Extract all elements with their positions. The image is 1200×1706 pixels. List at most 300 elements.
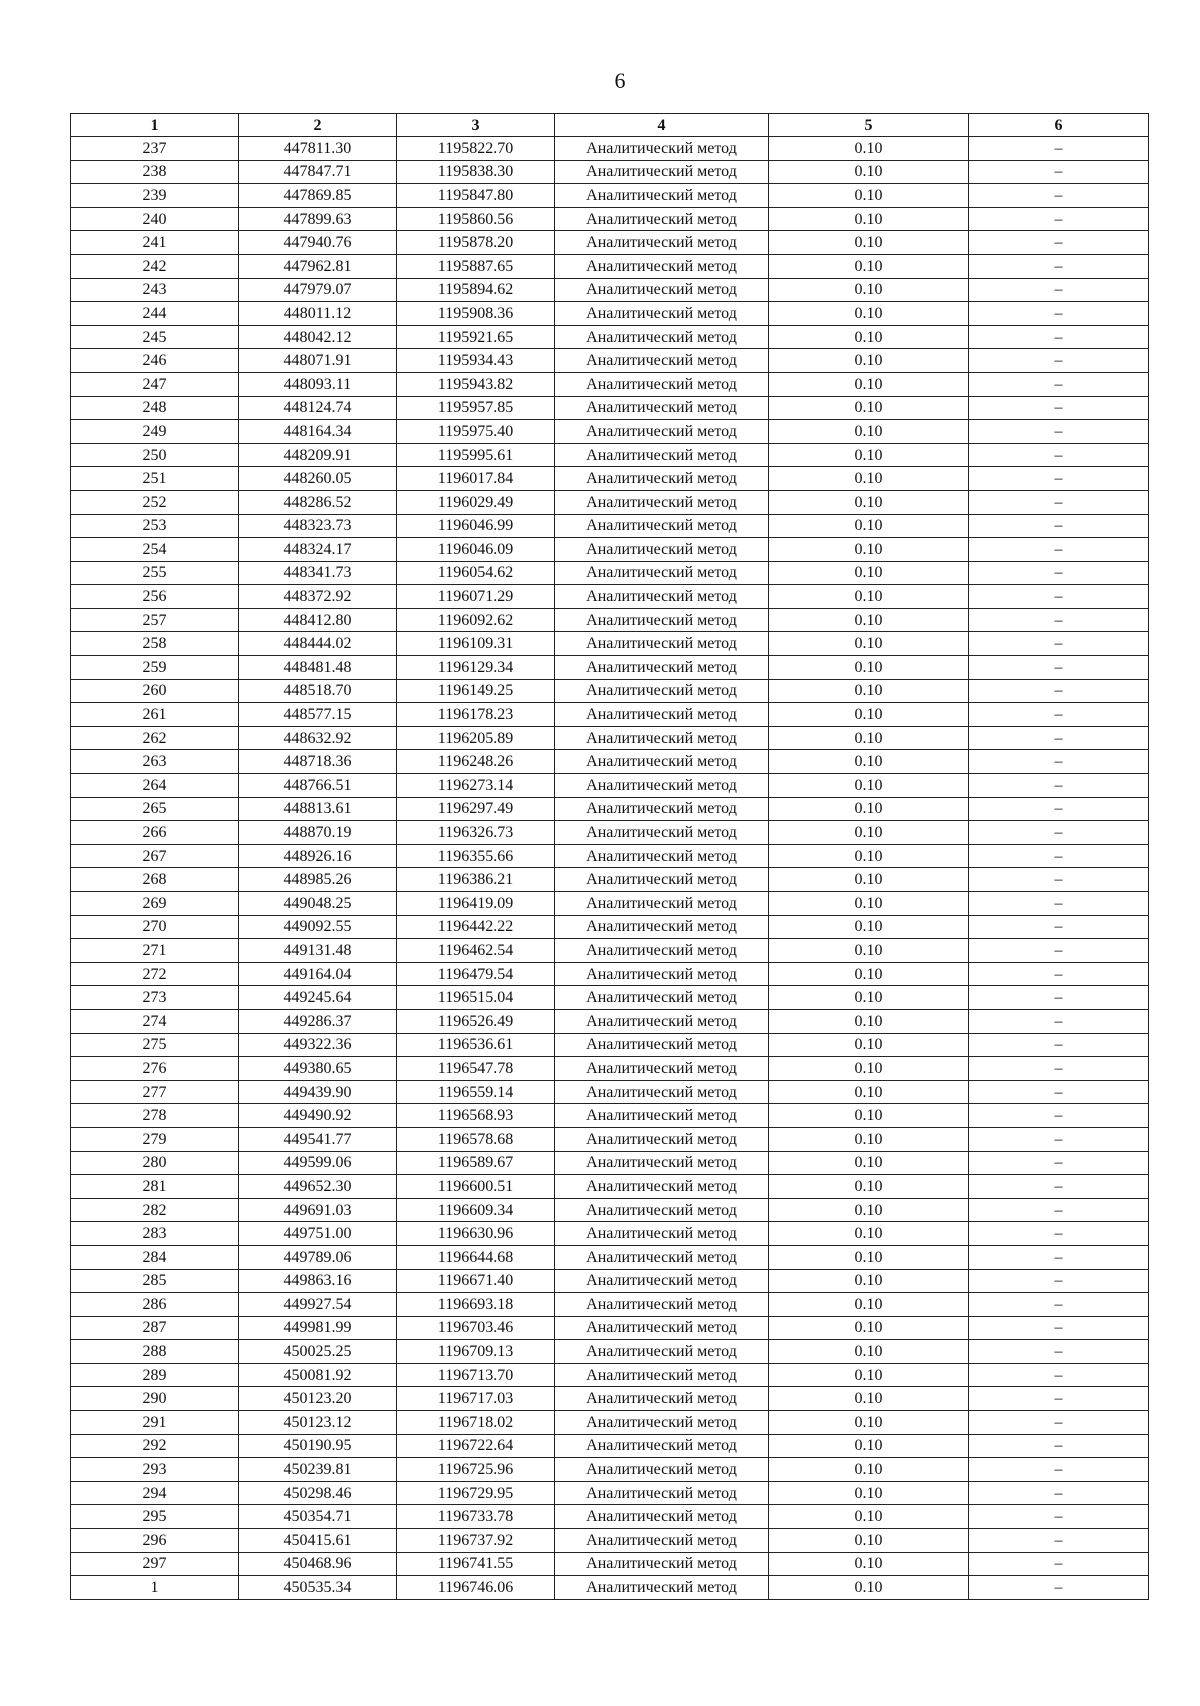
accuracy-cell: 0.10 — [769, 844, 969, 868]
x-coordinate-cell: 449691.03 — [239, 1198, 397, 1222]
x-coordinate-cell: 448926.16 — [239, 844, 397, 868]
description-cell: – — [969, 1411, 1149, 1435]
table-row — [71, 396, 1149, 420]
x-coordinate-cell: 448124.74 — [239, 396, 397, 420]
table-row — [71, 1033, 1149, 1057]
x-coordinate-cell: 450239.81 — [239, 1458, 397, 1482]
x-coordinate-cell: 449751.00 — [239, 1222, 397, 1246]
table-row — [71, 1151, 1149, 1175]
description-cell: – — [969, 915, 1149, 939]
y-coordinate-cell: 1196568.93 — [397, 1104, 555, 1128]
method-cell: Аналитический метод — [555, 585, 769, 609]
description-cell: – — [969, 1151, 1149, 1175]
point-number-cell: 261 — [71, 703, 239, 727]
table-row — [71, 915, 1149, 939]
x-coordinate-cell: 449439.90 — [239, 1080, 397, 1104]
x-coordinate-cell: 449048.25 — [239, 892, 397, 916]
y-coordinate-cell: 1196515.04 — [397, 986, 555, 1010]
accuracy-cell: 0.10 — [769, 585, 969, 609]
method-cell: Аналитический метод — [555, 396, 769, 420]
description-cell: – — [969, 1316, 1149, 1340]
accuracy-cell: 0.10 — [769, 1151, 969, 1175]
x-coordinate-cell: 449927.54 — [239, 1293, 397, 1317]
x-coordinate-cell: 448042.12 — [239, 325, 397, 349]
method-cell: Аналитический метод — [555, 632, 769, 656]
x-coordinate-cell: 450123.12 — [239, 1411, 397, 1435]
table-row — [71, 1009, 1149, 1033]
x-coordinate-cell: 448093.11 — [239, 372, 397, 396]
x-coordinate-cell: 447811.30 — [239, 137, 397, 161]
coordinates-table — [70, 113, 1149, 1600]
x-coordinate-cell: 447940.76 — [239, 231, 397, 255]
table-row — [71, 1481, 1149, 1505]
point-number-cell: 267 — [71, 844, 239, 868]
description-cell: – — [969, 1363, 1149, 1387]
table-row — [71, 1175, 1149, 1199]
description-cell: – — [969, 490, 1149, 514]
point-number-cell: 287 — [71, 1316, 239, 1340]
accuracy-cell: 0.10 — [769, 160, 969, 184]
point-number-cell: 291 — [71, 1411, 239, 1435]
table-row — [71, 1411, 1149, 1435]
accuracy-cell: 0.10 — [769, 1104, 969, 1128]
column-header: 1 — [71, 114, 239, 137]
y-coordinate-cell: 1196737.92 — [397, 1529, 555, 1553]
x-coordinate-cell: 448518.70 — [239, 679, 397, 703]
point-number-cell: 253 — [71, 514, 239, 538]
y-coordinate-cell: 1196442.22 — [397, 915, 555, 939]
y-coordinate-cell: 1196547.78 — [397, 1057, 555, 1081]
point-number-cell: 293 — [71, 1458, 239, 1482]
accuracy-cell: 0.10 — [769, 679, 969, 703]
description-cell: – — [969, 939, 1149, 963]
x-coordinate-cell: 449789.06 — [239, 1245, 397, 1269]
method-cell: Аналитический метод — [555, 302, 769, 326]
description-cell: – — [969, 821, 1149, 845]
table-row — [71, 160, 1149, 184]
y-coordinate-cell: 1196630.96 — [397, 1222, 555, 1246]
x-coordinate-cell: 449380.65 — [239, 1057, 397, 1081]
table-row — [71, 986, 1149, 1010]
description-cell: – — [969, 585, 1149, 609]
method-cell: Аналитический метод — [555, 679, 769, 703]
y-coordinate-cell: 1196713.70 — [397, 1363, 555, 1387]
description-cell: – — [969, 1033, 1149, 1057]
y-coordinate-cell: 1196326.73 — [397, 821, 555, 845]
method-cell: Аналитический метод — [555, 1458, 769, 1482]
table-row — [71, 608, 1149, 632]
point-number-cell: 243 — [71, 278, 239, 302]
accuracy-cell: 0.10 — [769, 1552, 969, 1576]
x-coordinate-cell: 448870.19 — [239, 821, 397, 845]
table-row — [71, 679, 1149, 703]
x-coordinate-cell: 448444.02 — [239, 632, 397, 656]
description-cell: – — [969, 703, 1149, 727]
method-cell: Аналитический метод — [555, 1198, 769, 1222]
description-cell: – — [969, 1340, 1149, 1364]
x-coordinate-cell: 448412.80 — [239, 608, 397, 632]
method-cell: Аналитический метод — [555, 467, 769, 491]
x-coordinate-cell: 450298.46 — [239, 1481, 397, 1505]
description-cell: – — [969, 302, 1149, 326]
x-coordinate-cell: 448718.36 — [239, 750, 397, 774]
accuracy-cell: 0.10 — [769, 962, 969, 986]
point-number-cell: 294 — [71, 1481, 239, 1505]
point-number-cell: 241 — [71, 231, 239, 255]
point-number-cell: 295 — [71, 1505, 239, 1529]
table-row — [71, 1387, 1149, 1411]
x-coordinate-cell: 447899.63 — [239, 207, 397, 231]
point-number-cell: 273 — [71, 986, 239, 1010]
accuracy-cell: 0.10 — [769, 632, 969, 656]
description-cell: – — [969, 726, 1149, 750]
description-cell: – — [969, 1576, 1149, 1600]
accuracy-cell: 0.10 — [769, 726, 969, 750]
description-cell: – — [969, 420, 1149, 444]
table-row — [71, 137, 1149, 161]
point-number-cell: 274 — [71, 1009, 239, 1033]
description-cell: – — [969, 608, 1149, 632]
point-number-cell: 259 — [71, 656, 239, 680]
y-coordinate-cell: 1196526.49 — [397, 1009, 555, 1033]
y-coordinate-cell: 1196729.95 — [397, 1481, 555, 1505]
table-row — [71, 726, 1149, 750]
y-coordinate-cell: 1196725.96 — [397, 1458, 555, 1482]
method-cell: Аналитический метод — [555, 797, 769, 821]
method-cell: Аналитический метод — [555, 1080, 769, 1104]
accuracy-cell: 0.10 — [769, 490, 969, 514]
point-number-cell: 251 — [71, 467, 239, 491]
table-row — [71, 1222, 1149, 1246]
description-cell: – — [969, 1269, 1149, 1293]
description-cell: – — [969, 467, 1149, 491]
accuracy-cell: 0.10 — [769, 538, 969, 562]
y-coordinate-cell: 1196644.68 — [397, 1245, 555, 1269]
table-row — [71, 561, 1149, 585]
description-cell: – — [969, 1057, 1149, 1081]
point-number-cell: 242 — [71, 254, 239, 278]
y-coordinate-cell: 1196071.29 — [397, 585, 555, 609]
description-cell: – — [969, 986, 1149, 1010]
method-cell: Аналитический метод — [555, 1269, 769, 1293]
table-row — [71, 844, 1149, 868]
table-row — [71, 1057, 1149, 1081]
description-cell: – — [969, 962, 1149, 986]
method-cell: Аналитический метод — [555, 538, 769, 562]
accuracy-cell: 0.10 — [769, 1458, 969, 1482]
method-cell: Аналитический метод — [555, 986, 769, 1010]
description-cell: – — [969, 1293, 1149, 1317]
point-number-cell: 252 — [71, 490, 239, 514]
accuracy-cell: 0.10 — [769, 868, 969, 892]
table-row — [71, 420, 1149, 444]
accuracy-cell: 0.10 — [769, 986, 969, 1010]
column-header: 5 — [769, 114, 969, 137]
accuracy-cell: 0.10 — [769, 656, 969, 680]
method-cell: Аналитический метод — [555, 1505, 769, 1529]
y-coordinate-cell: 1196717.03 — [397, 1387, 555, 1411]
y-coordinate-cell: 1196297.49 — [397, 797, 555, 821]
description-cell: – — [969, 443, 1149, 467]
x-coordinate-cell: 448209.91 — [239, 443, 397, 467]
accuracy-cell: 0.10 — [769, 1033, 969, 1057]
y-coordinate-cell: 1196559.14 — [397, 1080, 555, 1104]
accuracy-cell: 0.10 — [769, 420, 969, 444]
method-cell: Аналитический метод — [555, 514, 769, 538]
description-cell: – — [969, 1104, 1149, 1128]
method-cell: Аналитический метод — [555, 1245, 769, 1269]
description-cell: – — [969, 1458, 1149, 1482]
y-coordinate-cell: 1195957.85 — [397, 396, 555, 420]
method-cell: Аналитический метод — [555, 254, 769, 278]
point-number-cell: 257 — [71, 608, 239, 632]
table-row — [71, 962, 1149, 986]
y-coordinate-cell: 1196046.99 — [397, 514, 555, 538]
description-cell: – — [969, 561, 1149, 585]
method-cell: Аналитический метод — [555, 1057, 769, 1081]
table-row — [71, 490, 1149, 514]
point-number-cell: 262 — [71, 726, 239, 750]
point-number-cell: 266 — [71, 821, 239, 845]
accuracy-cell: 0.10 — [769, 821, 969, 845]
description-cell: – — [969, 1198, 1149, 1222]
method-cell: Аналитический метод — [555, 844, 769, 868]
method-cell: Аналитический метод — [555, 1576, 769, 1600]
x-coordinate-cell: 449322.36 — [239, 1033, 397, 1057]
description-cell: – — [969, 184, 1149, 208]
point-number-cell: 297 — [71, 1552, 239, 1576]
x-coordinate-cell: 450123.20 — [239, 1387, 397, 1411]
y-coordinate-cell: 1196536.61 — [397, 1033, 555, 1057]
column-header: 4 — [555, 114, 769, 137]
description-cell: – — [969, 514, 1149, 538]
method-cell: Аналитический метод — [555, 750, 769, 774]
x-coordinate-cell: 448577.15 — [239, 703, 397, 727]
method-cell: Аналитический метод — [555, 1552, 769, 1576]
point-number-cell: 290 — [71, 1387, 239, 1411]
y-coordinate-cell: 1196419.09 — [397, 892, 555, 916]
point-number-cell: 272 — [71, 962, 239, 986]
description-cell: – — [969, 254, 1149, 278]
table-row — [71, 325, 1149, 349]
table-row — [71, 1458, 1149, 1482]
point-number-cell: 292 — [71, 1434, 239, 1458]
accuracy-cell: 0.10 — [769, 1505, 969, 1529]
method-cell: Аналитический метод — [555, 1481, 769, 1505]
accuracy-cell: 0.10 — [769, 1340, 969, 1364]
x-coordinate-cell: 448372.92 — [239, 585, 397, 609]
point-number-cell: 264 — [71, 774, 239, 798]
point-number-cell: 250 — [71, 443, 239, 467]
x-coordinate-cell: 448164.34 — [239, 420, 397, 444]
description-cell: – — [969, 632, 1149, 656]
table-row — [71, 1576, 1149, 1600]
y-coordinate-cell: 1195887.65 — [397, 254, 555, 278]
y-coordinate-cell: 1195838.30 — [397, 160, 555, 184]
method-cell: Аналитический метод — [555, 939, 769, 963]
table-row — [71, 278, 1149, 302]
description-cell: – — [969, 774, 1149, 798]
description-cell: – — [969, 868, 1149, 892]
description-cell: – — [969, 1127, 1149, 1151]
point-number-cell: 260 — [71, 679, 239, 703]
y-coordinate-cell: 1196029.49 — [397, 490, 555, 514]
accuracy-cell: 0.10 — [769, 915, 969, 939]
point-number-cell: 284 — [71, 1245, 239, 1269]
description-cell: – — [969, 1387, 1149, 1411]
point-number-cell: 285 — [71, 1269, 239, 1293]
y-coordinate-cell: 1196703.46 — [397, 1316, 555, 1340]
y-coordinate-cell: 1196109.31 — [397, 632, 555, 656]
x-coordinate-cell: 449092.55 — [239, 915, 397, 939]
column-header: 3 — [397, 114, 555, 137]
point-number-cell: 263 — [71, 750, 239, 774]
method-cell: Аналитический метод — [555, 278, 769, 302]
accuracy-cell: 0.10 — [769, 750, 969, 774]
method-cell: Аналитический метод — [555, 137, 769, 161]
x-coordinate-cell: 448323.73 — [239, 514, 397, 538]
y-coordinate-cell: 1195847.80 — [397, 184, 555, 208]
method-cell: Аналитический метод — [555, 1363, 769, 1387]
table-row — [71, 939, 1149, 963]
table-row — [71, 1363, 1149, 1387]
y-coordinate-cell: 1195908.36 — [397, 302, 555, 326]
y-coordinate-cell: 1196248.26 — [397, 750, 555, 774]
point-number-cell: 269 — [71, 892, 239, 916]
y-coordinate-cell: 1196746.06 — [397, 1576, 555, 1600]
point-number-cell: 283 — [71, 1222, 239, 1246]
y-coordinate-cell: 1196046.09 — [397, 538, 555, 562]
description-cell: – — [969, 750, 1149, 774]
y-coordinate-cell: 1195921.65 — [397, 325, 555, 349]
table-row — [71, 1198, 1149, 1222]
table-row — [71, 632, 1149, 656]
point-number-cell: 240 — [71, 207, 239, 231]
description-cell: – — [969, 1529, 1149, 1553]
table-row — [71, 821, 1149, 845]
y-coordinate-cell: 1195860.56 — [397, 207, 555, 231]
y-coordinate-cell: 1195975.40 — [397, 420, 555, 444]
method-cell: Аналитический метод — [555, 349, 769, 373]
description-cell: – — [969, 160, 1149, 184]
point-number-cell: 277 — [71, 1080, 239, 1104]
accuracy-cell: 0.10 — [769, 1411, 969, 1435]
x-coordinate-cell: 448341.73 — [239, 561, 397, 585]
y-coordinate-cell: 1196722.64 — [397, 1434, 555, 1458]
table-header-row — [71, 114, 1149, 137]
table-row — [71, 1080, 1149, 1104]
y-coordinate-cell: 1195934.43 — [397, 349, 555, 373]
description-cell: – — [969, 278, 1149, 302]
accuracy-cell: 0.10 — [769, 1245, 969, 1269]
x-coordinate-cell: 448286.52 — [239, 490, 397, 514]
y-coordinate-cell: 1196671.40 — [397, 1269, 555, 1293]
method-cell: Аналитический метод — [555, 1104, 769, 1128]
accuracy-cell: 0.10 — [769, 939, 969, 963]
accuracy-cell: 0.10 — [769, 1481, 969, 1505]
point-number-cell: 280 — [71, 1151, 239, 1175]
point-number-cell: 248 — [71, 396, 239, 420]
x-coordinate-cell: 448632.92 — [239, 726, 397, 750]
table-row — [71, 585, 1149, 609]
table-row — [71, 467, 1149, 491]
x-coordinate-cell: 450354.71 — [239, 1505, 397, 1529]
table-row — [71, 774, 1149, 798]
table-row — [71, 656, 1149, 680]
method-cell: Аналитический метод — [555, 1340, 769, 1364]
y-coordinate-cell: 1196017.84 — [397, 467, 555, 491]
description-cell: – — [969, 396, 1149, 420]
point-number-cell: 268 — [71, 868, 239, 892]
x-coordinate-cell: 450081.92 — [239, 1363, 397, 1387]
accuracy-cell: 0.10 — [769, 1293, 969, 1317]
x-coordinate-cell: 448260.05 — [239, 467, 397, 491]
point-number-cell: 244 — [71, 302, 239, 326]
point-number-cell: 289 — [71, 1363, 239, 1387]
y-coordinate-cell: 1195943.82 — [397, 372, 555, 396]
table-row — [71, 1269, 1149, 1293]
description-cell: – — [969, 1434, 1149, 1458]
method-cell: Аналитический метод — [555, 1529, 769, 1553]
point-number-cell: 279 — [71, 1127, 239, 1151]
x-coordinate-cell: 447869.85 — [239, 184, 397, 208]
method-cell: Аналитический метод — [555, 1151, 769, 1175]
y-coordinate-cell: 1196386.21 — [397, 868, 555, 892]
table-row — [71, 1316, 1149, 1340]
point-number-cell: 254 — [71, 538, 239, 562]
point-number-cell: 247 — [71, 372, 239, 396]
method-cell: Аналитический метод — [555, 207, 769, 231]
x-coordinate-cell: 448813.61 — [239, 797, 397, 821]
accuracy-cell: 0.10 — [769, 703, 969, 727]
accuracy-cell: 0.10 — [769, 254, 969, 278]
description-cell: – — [969, 679, 1149, 703]
method-cell: Аналитический метод — [555, 1175, 769, 1199]
point-number-cell: 265 — [71, 797, 239, 821]
table-row — [71, 750, 1149, 774]
method-cell: Аналитический метод — [555, 325, 769, 349]
method-cell: Аналитический метод — [555, 868, 769, 892]
description-cell: – — [969, 1175, 1149, 1199]
accuracy-cell: 0.10 — [769, 372, 969, 396]
x-coordinate-cell: 448766.51 — [239, 774, 397, 798]
accuracy-cell: 0.10 — [769, 349, 969, 373]
table-row — [71, 254, 1149, 278]
method-cell: Аналитический метод — [555, 726, 769, 750]
table-row — [71, 1293, 1149, 1317]
y-coordinate-cell: 1196589.67 — [397, 1151, 555, 1175]
y-coordinate-cell: 1196054.62 — [397, 561, 555, 585]
page-number: 6 — [614, 68, 626, 93]
table-row — [71, 372, 1149, 396]
method-cell: Аналитический метод — [555, 1222, 769, 1246]
method-cell: Аналитический метод — [555, 372, 769, 396]
method-cell: Аналитический метод — [555, 915, 769, 939]
description-cell: – — [969, 137, 1149, 161]
method-cell: Аналитический метод — [555, 1411, 769, 1435]
description-cell: – — [969, 231, 1149, 255]
point-number-cell: 246 — [71, 349, 239, 373]
description-cell: – — [969, 325, 1149, 349]
x-coordinate-cell: 450190.95 — [239, 1434, 397, 1458]
table-row — [71, 892, 1149, 916]
y-coordinate-cell: 1196355.66 — [397, 844, 555, 868]
x-coordinate-cell: 448324.17 — [239, 538, 397, 562]
point-number-cell: 258 — [71, 632, 239, 656]
y-coordinate-cell: 1196149.25 — [397, 679, 555, 703]
method-cell: Аналитический метод — [555, 1009, 769, 1033]
description-cell: – — [969, 844, 1149, 868]
